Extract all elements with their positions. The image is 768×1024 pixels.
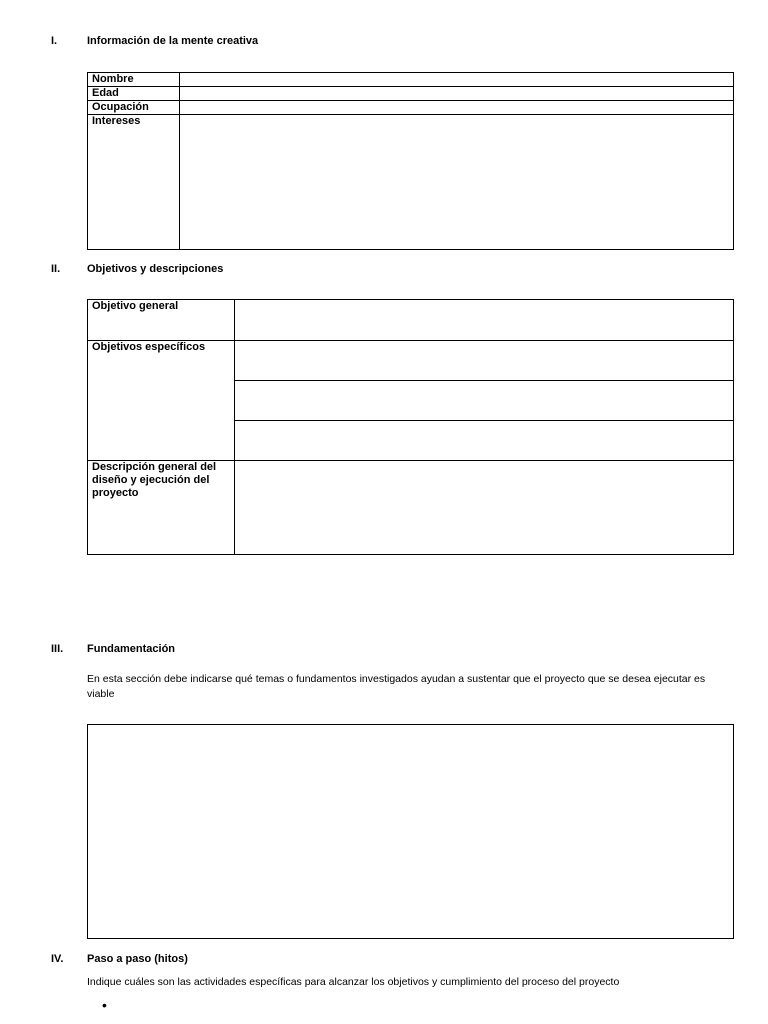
objectives-table: [87, 299, 734, 555]
section-2-number: II.: [51, 263, 61, 275]
section-4-title: Paso a paso (hitos): [87, 953, 188, 965]
fundamentacion-textbox[interactable]: [87, 724, 734, 939]
section-1-title: Información de la mente creativa: [87, 35, 259, 47]
field-objetivo-general[interactable]: [235, 300, 734, 341]
label-nombre: Nombre: [88, 73, 180, 87]
section-3-number: III.: [51, 643, 64, 655]
label-ocupacion: Ocupación: [88, 101, 180, 115]
section-4-instructions: Indique cuáles son las actividades específicas para alcanzar los objetivos y cumplimiento del proceso del proyecto: [87, 976, 620, 988]
section-3-title: Fundamentación: [87, 643, 176, 655]
field-objetivo-especifico-1[interactable]: [235, 341, 734, 381]
section-3-instructions: En esta sección debe indicarse qué temas o fundamentos investigados ayudan a sustentar que el proyecto que se desea ejecutar es viable: [87, 673, 706, 700]
label-objetivos-especificos: Objetivos específicos: [88, 341, 235, 461]
field-objetivo-especifico-2[interactable]: [235, 381, 734, 421]
creative-mind-info-table: [87, 72, 734, 250]
label-objetivo-general: Objetivo general: [88, 300, 235, 341]
field-nombre[interactable]: [180, 73, 734, 87]
label-edad: Edad: [88, 87, 180, 101]
field-intereses[interactable]: [180, 115, 734, 250]
field-edad[interactable]: [180, 87, 734, 101]
label-descripcion-general: Descripción general del diseño y ejecución del proyecto: [88, 461, 235, 555]
field-descripcion-general[interactable]: [235, 461, 734, 555]
label-intereses: Intereses: [88, 115, 180, 250]
field-objetivo-especifico-3[interactable]: [235, 421, 734, 461]
section-4-number: IV.: [51, 953, 64, 965]
section-2-title: Objetivos y descripciones: [87, 263, 224, 275]
section-1-number: I.: [51, 35, 58, 47]
field-ocupacion[interactable]: [180, 101, 734, 115]
bullet-point: •: [102, 997, 107, 1013]
